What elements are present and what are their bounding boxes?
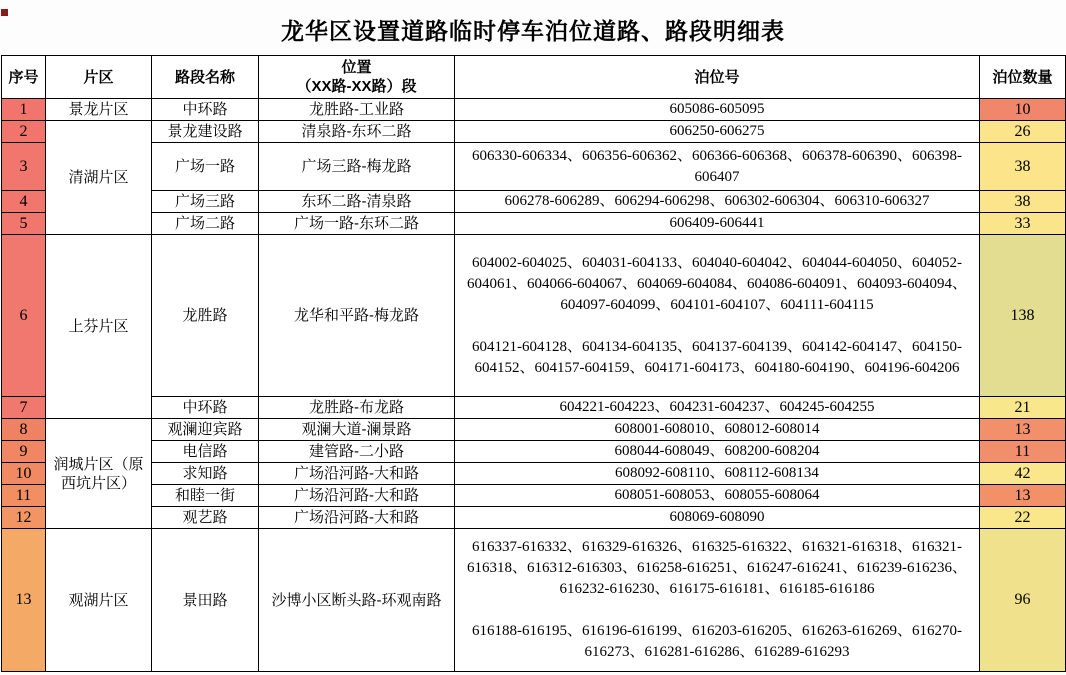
road-cell: 中环路: [152, 99, 259, 121]
road-cell: 广场一路: [152, 143, 259, 191]
berth-count-cell: 13: [980, 485, 1066, 507]
berth-numbers-cell: 606409-606441: [455, 213, 980, 235]
table-row: [2, 143, 1066, 191]
row-index-cell: 8: [2, 419, 46, 441]
row-index-cell: 6: [2, 235, 46, 397]
berth-count-cell: 11: [980, 441, 1066, 463]
row-index-cell: 7: [2, 397, 46, 419]
table-row: [2, 507, 1066, 529]
row-index-cell: 2: [2, 121, 46, 143]
table-row: [2, 463, 1066, 485]
road-cell: 广场三路: [152, 191, 259, 213]
location-cell: 龙胜路-工业路: [259, 99, 455, 121]
berth-numbers-cell: [455, 529, 980, 672]
table-row: [2, 397, 1066, 419]
berth-count-cell: 13: [980, 419, 1066, 441]
header-location-line1: 位置: [341, 59, 372, 76]
berth-count-cell: 33: [980, 213, 1066, 235]
road-cell: 景龙建设路: [152, 121, 259, 143]
berth-numbers-cell: 608069-608090: [455, 507, 980, 529]
row-index-cell: 12: [2, 507, 46, 529]
road-cell: 求知路: [152, 463, 259, 485]
header-road: 路段名称: [152, 56, 259, 99]
berth-count-cell: 138: [980, 235, 1066, 397]
road-cell: 电信路: [152, 441, 259, 463]
berth-numbers-cell: 606278-606289、606294-606298、606302-606304、606310-606327: [455, 191, 980, 213]
header-location: [259, 56, 455, 99]
row-index-cell: 9: [2, 441, 46, 463]
berth-count-cell: 42: [980, 463, 1066, 485]
header-index: 序号: [2, 56, 46, 99]
location-cell: 广场沿河路-大和路: [259, 463, 455, 485]
berth-count-cell: 10: [980, 99, 1066, 121]
header-count: 泊位数量: [980, 56, 1066, 99]
area-cell: 上芬片区: [46, 235, 152, 419]
berth-numbers-cell: 604221-604223、604231-604237、604245-604255: [455, 397, 980, 419]
area-cell: 景龙片区: [46, 99, 152, 121]
table-header-row: [2, 56, 1066, 99]
parking-berth-table: [1, 55, 1066, 672]
row-index-cell: 11: [2, 485, 46, 507]
row-index-cell: 13: [2, 529, 46, 672]
location-cell: 广场三路-梅龙路: [259, 143, 455, 191]
table-row: [2, 419, 1066, 441]
table-row: [2, 529, 1066, 672]
berth-numbers-paragraph: 604121-604128、604134-604135、604137-604139、604142-604147、604150-604152、604157-604159、604171-604173、604180-604190、604196-604206: [472, 338, 962, 376]
berth-count-cell: 22: [980, 507, 1066, 529]
table-row: [2, 235, 1066, 397]
berth-numbers-cell: 606330-606334、606356-606362、606366-606368、606378-606390、606398-606407: [455, 143, 980, 191]
table-row: [2, 485, 1066, 507]
location-cell: 观澜大道-澜景路: [259, 419, 455, 441]
corner-mark: [1, 9, 8, 16]
location-cell: 广场沿河路-大和路: [259, 507, 455, 529]
berth-numbers-cell: 608001-608010、608012-608014: [455, 419, 980, 441]
area-cell: 清湖片区: [46, 121, 152, 235]
road-cell: 观澜迎宾路: [152, 419, 259, 441]
road-cell: 广场二路: [152, 213, 259, 235]
area-cell: 润城片区（原西坑片区）: [46, 419, 152, 529]
table-row: [2, 121, 1066, 143]
road-cell: 和睦一街: [152, 485, 259, 507]
location-cell: 清泉路-东环二路: [259, 121, 455, 143]
row-index-cell: 1: [2, 99, 46, 121]
table-row: [2, 191, 1066, 213]
row-index-cell: 5: [2, 213, 46, 235]
location-cell: 广场沿河路-大和路: [259, 485, 455, 507]
location-cell: 广场一路-东环二路: [259, 213, 455, 235]
berth-numbers-cell: 605086-605095: [455, 99, 980, 121]
berth-count-cell: 38: [980, 191, 1066, 213]
location-cell: 建管路-二小路: [259, 441, 455, 463]
header-berths: 泊位号: [455, 56, 980, 99]
berth-numbers-cell: 608092-608110、608112-608134: [455, 463, 980, 485]
header-location-line2: （XX路-XX路）段: [296, 78, 417, 95]
area-cell: 观湖片区: [46, 529, 152, 672]
berth-count-cell: 26: [980, 121, 1066, 143]
location-cell: 龙华和平路-梅龙路: [259, 235, 455, 397]
road-cell: 中环路: [152, 397, 259, 419]
berth-count-cell: 96: [980, 529, 1066, 672]
row-index-cell: 3: [2, 143, 46, 191]
road-cell: 龙胜路: [152, 235, 259, 397]
berth-count-cell: 21: [980, 397, 1066, 419]
location-cell: 沙博小区断头路-环观南路: [259, 529, 455, 672]
berth-count-cell: 38: [980, 143, 1066, 191]
location-cell: 龙胜路-布龙路: [259, 397, 455, 419]
berth-numbers-cell: 608044-608049、608200-608204: [455, 441, 980, 463]
berth-numbers-cell: [455, 235, 980, 397]
table-row: [2, 213, 1066, 235]
road-cell: 景田路: [152, 529, 259, 672]
berth-numbers-paragraph: 616188-616195、616196-616199、616203-616205、616263-616269、616270-616273、616281-616286、616289-616293: [472, 623, 962, 660]
header-area: 片区: [46, 56, 152, 99]
row-index-cell: 10: [2, 463, 46, 485]
road-cell: 观艺路: [152, 507, 259, 529]
berth-numbers-cell: 606250-606275: [455, 121, 980, 143]
berth-numbers-cell: 608051-608053、608055-608064: [455, 485, 980, 507]
location-cell: 东环二路-清泉路: [259, 191, 455, 213]
page-title: 龙华区设置道路临时停车泊位道路、路段明细表: [281, 18, 785, 44]
table-row: [2, 99, 1066, 121]
berth-numbers-paragraph: 616337-616332、616329-616326、616325-616322、616321-616318、616321-616318、616312-616303、616258-616251、616247-616241、616239-616236、616232-616230、616175-616181、616185-616186: [467, 539, 967, 597]
table-row: [2, 441, 1066, 463]
berth-numbers-paragraph: 604002-604025、604031-604133、604040-604042、604044-604050、604052-604061、604066-604067、604069-604084、604086-604091、604093-604094、604097-604099、604101-604107、604111-604115: [467, 254, 967, 313]
row-index-cell: 4: [2, 191, 46, 213]
